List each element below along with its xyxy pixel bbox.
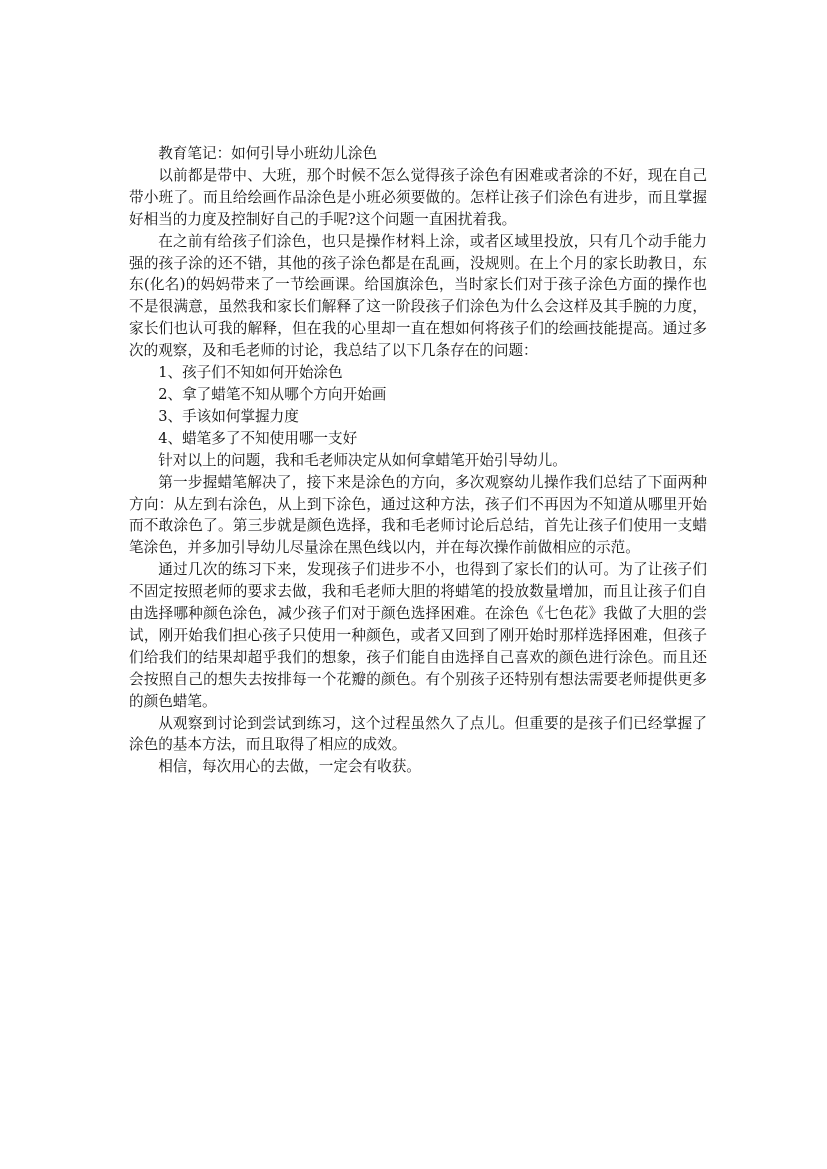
paragraph-plan: 针对以上的问题，我和毛老师决定从如何拿蜡笔开始引导幼儿。 <box>158 451 567 469</box>
paragraph-intro: 以前都是带中、大班，那个时候不怎么觉得孩子涂色有困难或者涂的不好，现在自己带小班了。而且给绘画作品涂色是小班必须要做的。怎样让孩子们涂色有进步，而且掌握好相当的力度及控制好自己的手呢?这个问题一直困扰着我。 <box>129 166 707 228</box>
paragraph-steps: 第一步握蜡笔解决了，接下来是涂色的方向，多次观察幼儿操作我们总结了下面两种方向：从左到右涂色，从上到下涂色，通过这种方法，孩子们不再因为不知道从哪里开始而不敢涂色了。第三步就是颜色选择，我和毛老师讨论后总结，首先让孩子们使用一支蜡笔涂色，并多加引导幼儿尽量涂在黑色线以内，并在每次操作前做相应的示范。 <box>129 473 707 557</box>
paragraph-conclusion: 相信，每次用心的去做，一定会有收获。 <box>158 758 421 776</box>
paragraph-background: 在之前有给孩子们涂色，也只是操作材料上涂，或者区域里投放，只有几个动手能力强的孩子涂的还不错，其他的孩子涂色都是在乱画，没规则。在上个月的家长助教日，东东(化名)的妈妈带来了一节绘画课。给国旗涂色，当时家长们对于孩子涂色方面的操作也不是很满意，虽然我和家长们解释了这一阶段孩子们涂色为什么会这样及其手腕的力度，家长们也认可我的解释，但在我的心里却一直在想如何将孩子们的绘画技能提高。通过多次的观察，及和毛老师的讨论，我总结了以下几条存在的问题： <box>129 232 707 360</box>
problem-item-2: 2、拿了蜡笔不知从哪个方向开始画 <box>158 385 387 403</box>
problem-item-3: 3、手该如何掌握力度 <box>158 407 299 425</box>
problem-item-4: 4、蜡笔多了不知使用哪一支好 <box>158 429 358 447</box>
paragraph-progress: 通过几次的练习下来，发现孩子们进步不小，也得到了家长们的认可。为了让孩子们不固定按照老师的要求去做，我和毛老师大胆的将蜡笔的投放数量增加，而且让孩子们自由选择哪种颜色涂色，减少孩子们对于颜色选择困难。在涂色《七色花》我做了大胆的尝试，刚开始我们担心孩子只使用一种颜色，或者又回到了刚开始时那样选择困难，但孩子们给我们的结果却超乎我们的想象，孩子们能自由选择自己喜欢的颜色进行涂色。而且还会按照自己的想失去按排每一个花瓣的颜色。有个别孩子还特别有想法需要老师提供更多的颜色蜡笔。 <box>129 561 707 710</box>
document-body <box>129 143 707 778</box>
problem-item-1: 1、孩子们不知如何开始涂色 <box>158 364 343 382</box>
document-title: 教育笔记：如何引导小班幼儿涂色 <box>158 145 378 162</box>
paragraph-summary: 从观察到讨论到尝试到练习，这个过程虽然久了点儿。但重要的是孩子们已经掌握了涂色的基本方法，而且取得了相应的成效。 <box>129 714 707 754</box>
